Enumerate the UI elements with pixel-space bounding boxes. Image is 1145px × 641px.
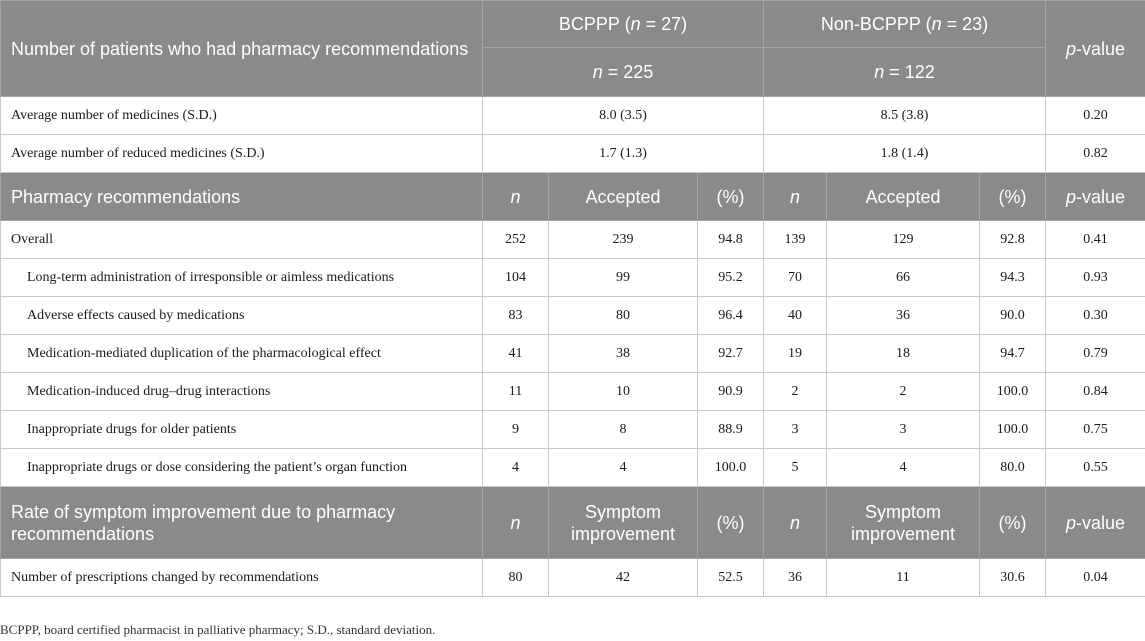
table-row [1, 559, 1145, 597]
bcppp-n: 80 [483, 559, 549, 597]
symptom-title: Rate of symptom improvement due to pharmacy recommendations [1, 487, 483, 559]
table-row [1, 135, 1145, 173]
non-bcppp-percent-header: (%) [980, 487, 1046, 559]
row-label: Inappropriate drugs or dose considering the patient’s organ function [1, 449, 483, 487]
p-value: 0.41 [1046, 221, 1145, 259]
non-bcppp-percent: 92.8 [980, 221, 1046, 259]
bcppp-accepted: 99 [549, 259, 698, 297]
p-value: 0.75 [1046, 411, 1145, 449]
p-value-header [1046, 173, 1145, 221]
p-value: 0.93 [1046, 259, 1145, 297]
bcppp-accepted: 38 [549, 335, 698, 373]
non-bcppp-group-header [764, 1, 1046, 48]
p-value: 0.20 [1046, 97, 1145, 135]
non-bcppp-percent: 80.0 [980, 449, 1046, 487]
non-bcppp-accepted: 3 [827, 411, 980, 449]
non-bcppp-accepted: 18 [827, 335, 980, 373]
bcppp-n-header: n [483, 173, 549, 221]
non-bcppp-accepted-header: Accepted [827, 173, 980, 221]
p-value: 0.30 [1046, 297, 1145, 335]
bcppp-percent: 94.8 [698, 221, 764, 259]
table-row [1, 373, 1145, 411]
bcppp-n-var: n [630, 14, 641, 34]
bcppp-improvement-header: Symptom improvement [549, 487, 698, 559]
non-bcppp-n: 2 [764, 373, 827, 411]
p-value: 0.82 [1046, 135, 1145, 173]
table-footnote: BCPPP, board certified pharmacist in palliative pharmacy; S.D., standard deviation. [0, 622, 436, 637]
non-bcppp-n: 70 [764, 259, 827, 297]
bcppp-percent: 92.7 [698, 335, 764, 373]
p-suffix: -value [1076, 512, 1126, 533]
bcppp-percent: 96.4 [698, 297, 764, 335]
row-label: Medication-mediated duplication of the pharmacological effect [1, 335, 483, 373]
bcppp-percent-header: (%) [698, 173, 764, 221]
bcppp-prefix: BCPPP ( [558, 14, 631, 34]
p-value: 0.79 [1046, 335, 1145, 373]
non-bcppp-n: 3 [764, 411, 827, 449]
non-bcppp-improvement: 11 [827, 559, 980, 597]
table-row [1, 259, 1145, 297]
symptom-header-row [1, 487, 1145, 559]
non-bcppp-percent: 100.0 [980, 411, 1046, 449]
non-bcppp-n-header: n [764, 487, 827, 559]
bcppp-percent: 88.9 [698, 411, 764, 449]
row-label: Adverse effects caused by medications [1, 297, 483, 335]
p-suffix: -value [1076, 186, 1126, 207]
bcppp-accepted-header: Accepted [549, 173, 698, 221]
bcppp-group-header [483, 1, 764, 48]
table-row [1, 335, 1145, 373]
bcppp-total-value: = 225 [602, 62, 654, 82]
non-bcppp-total-value: = 122 [884, 62, 935, 82]
table-row [1, 411, 1145, 449]
non-bcppp-suffix: = 23) [941, 14, 989, 34]
non-bcppp-value: 1.8 (1.4) [764, 135, 1046, 173]
bcppp-accepted: 8 [549, 411, 698, 449]
bcppp-accepted: 4 [549, 449, 698, 487]
non-bcppp-percent: 30.6 [980, 559, 1046, 597]
bcppp-accepted: 239 [549, 221, 698, 259]
p-var: p [1066, 512, 1077, 533]
header-row-groups [1, 1, 1145, 48]
non-bcppp-total-n-var: n [874, 62, 885, 82]
bcppp-percent: 95.2 [698, 259, 764, 297]
bcppp-total-n-var: n [592, 62, 603, 82]
p-suffix: -value [1076, 38, 1126, 59]
bcppp-n: 104 [483, 259, 549, 297]
bcppp-total [483, 48, 764, 97]
bcppp-value: 8.0 (3.5) [483, 97, 764, 135]
row-label: Inappropriate drugs for older patients [1, 411, 483, 449]
non-bcppp-total [764, 48, 1046, 97]
bcppp-percent-header: (%) [698, 487, 764, 559]
non-bcppp-value: 8.5 (3.8) [764, 97, 1046, 135]
bcppp-n-header: n [483, 487, 549, 559]
p-value-header [1046, 487, 1145, 559]
p-value-header [1046, 1, 1145, 97]
row-label: Number of prescriptions changed by recommendations [1, 559, 483, 597]
non-bcppp-percent: 94.7 [980, 335, 1046, 373]
non-bcppp-percent: 94.3 [980, 259, 1046, 297]
non-bcppp-n: 139 [764, 221, 827, 259]
non-bcppp-accepted: 36 [827, 297, 980, 335]
table-row [1, 97, 1145, 135]
row-label: Average number of medicines (S.D.) [1, 97, 483, 135]
non-bcppp-accepted: 4 [827, 449, 980, 487]
bcppp-value: 1.7 (1.3) [483, 135, 764, 173]
bcppp-accepted: 80 [549, 297, 698, 335]
bcppp-n: 252 [483, 221, 549, 259]
non-bcppp-n-header: n [764, 173, 827, 221]
non-bcppp-accepted: 2 [827, 373, 980, 411]
bcppp-n: 41 [483, 335, 549, 373]
recommendations-title: Pharmacy recommendations [1, 173, 483, 221]
row-label: Average number of reduced medicines (S.D.) [1, 135, 483, 173]
bcppp-suffix: = 27) [640, 14, 688, 34]
non-bcppp-n: 5 [764, 449, 827, 487]
non-bcppp-improvement-header: Symptom improvement [827, 487, 980, 559]
bcppp-n: 11 [483, 373, 549, 411]
non-bcppp-percent-header: (%) [980, 173, 1046, 221]
row-label: Long-term administration of irresponsible or aimless medications [1, 259, 483, 297]
row-label: Overall [1, 221, 483, 259]
p-var: p [1066, 38, 1077, 59]
table-row [1, 221, 1145, 259]
bcppp-n: 83 [483, 297, 549, 335]
table-row [1, 449, 1145, 487]
bcppp-percent: 52.5 [698, 559, 764, 597]
table-row [1, 297, 1145, 335]
bcppp-percent: 100.0 [698, 449, 764, 487]
bcppp-n: 9 [483, 411, 549, 449]
bcppp-accepted: 10 [549, 373, 698, 411]
patients-header: Number of patients who had pharmacy recommendations [1, 1, 483, 97]
non-bcppp-accepted: 129 [827, 221, 980, 259]
bcppp-n: 4 [483, 449, 549, 487]
bcppp-improvement: 42 [549, 559, 698, 597]
p-value: 0.55 [1046, 449, 1145, 487]
non-bcppp-prefix: Non-BCPPP ( [820, 14, 932, 34]
p-value: 0.84 [1046, 373, 1145, 411]
non-bcppp-percent: 100.0 [980, 373, 1046, 411]
non-bcppp-percent: 90.0 [980, 297, 1046, 335]
non-bcppp-n: 36 [764, 559, 827, 597]
recommendations-header-row [1, 173, 1145, 221]
non-bcppp-n: 19 [764, 335, 827, 373]
non-bcppp-n: 40 [764, 297, 827, 335]
p-var: p [1066, 186, 1077, 207]
row-label: Medication-induced drug–drug interactions [1, 373, 483, 411]
non-bcppp-accepted: 66 [827, 259, 980, 297]
p-value: 0.04 [1046, 559, 1145, 597]
non-bcppp-n-var: n [931, 14, 942, 34]
bcppp-percent: 90.9 [698, 373, 764, 411]
